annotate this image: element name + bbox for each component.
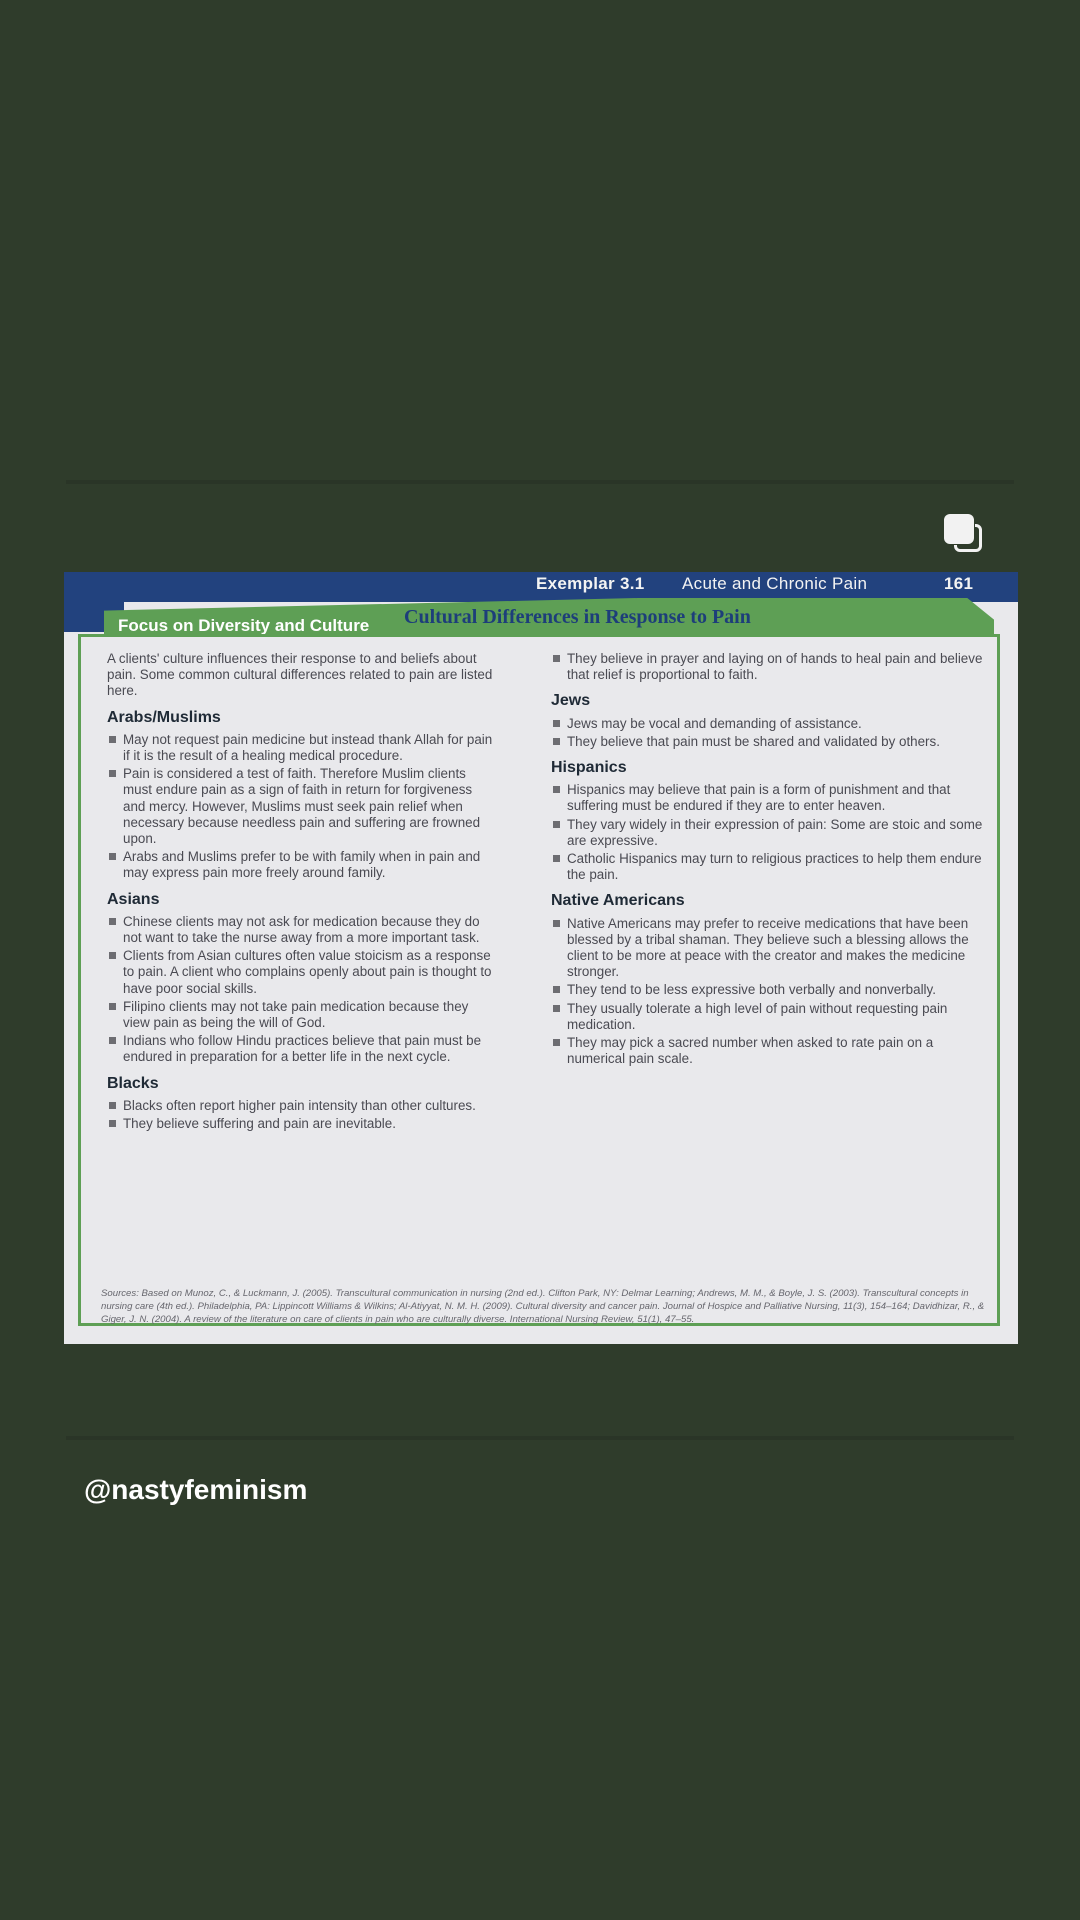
list-item: Clients from Asian cultures often value stoicism as a response to pain. A client who complains openly about pain is thought to have poor social skills. xyxy=(107,948,497,997)
list-item: They may pick a sacred number when asked to rate pain on a numerical pain scale. xyxy=(551,1035,987,1067)
list-item: They believe suffering and pain are inevitable. xyxy=(107,1116,497,1132)
list-item: They believe in prayer and laying on of hands to heal pain and believe that relief is proportional to faith. xyxy=(551,651,987,683)
chapter-title: Acute and Chronic Pain xyxy=(682,574,868,593)
list-blacks xyxy=(107,1098,497,1132)
list-item: Arabs and Muslims prefer to be with family when in pain and may express pain more freely around family. xyxy=(107,849,497,881)
left-column xyxy=(107,651,497,1134)
list-hispanics xyxy=(551,782,987,883)
heading-jews: Jews xyxy=(551,692,591,710)
list-item: Blacks often report higher pain intensity than other cultures. xyxy=(107,1098,497,1114)
list-item: Chinese clients may not ask for medication because they do not want to take the nurse away from a more important task. xyxy=(107,914,497,946)
list-item: Hispanics may believe that pain is a form of punishment and that suffering must be endured if they are to enter heaven. xyxy=(551,782,987,814)
list-item: They usually tolerate a high level of pain without requesting pain medication. xyxy=(551,1001,987,1033)
heading-arabs: Arabs/Muslims xyxy=(107,708,221,726)
diversity-box xyxy=(78,634,1000,1326)
list-item: May not request pain medicine but instead thank Allah for pain if it is the result of a healing medical procedure. xyxy=(107,732,497,764)
list-arabs xyxy=(107,732,497,882)
heading-blacks: Blacks xyxy=(107,1074,159,1092)
textbook-photo xyxy=(64,572,1018,1344)
list-item: Jews may be vocal and demanding of assistance. xyxy=(551,716,987,732)
exemplar-label: Exemplar 3.1 xyxy=(536,574,645,593)
list-native-americans xyxy=(551,916,987,1068)
list-item: They tend to be less expressive both verbally and nonverbally. xyxy=(551,982,987,998)
list-item: Catholic Hispanics may turn to religious practices to help them endure the pain. xyxy=(551,851,987,883)
story-divider-bottom xyxy=(66,1436,1014,1440)
copy-stack-icon[interactable] xyxy=(944,514,984,554)
intro-text: A clients' culture influences their response to and beliefs about pain. Some common cultural differences related to pain are listed here. xyxy=(107,651,493,699)
list-item: Native Americans may prefer to receive medications that have been blessed by a tribal shaman. They believe such a blessing allows the client to be more at peace with the creator and makes the medicine stronger. xyxy=(551,916,987,981)
story-handle[interactable]: @nastyfeminism xyxy=(84,1474,308,1505)
focus-label: Focus on Diversity and Culture xyxy=(118,616,370,635)
list-item: They vary widely in their expression of pain: Some are stoic and some are expressive. xyxy=(551,817,987,849)
list-jews xyxy=(551,716,987,750)
list-item: Pain is considered a test of faith. Therefore Muslim clients must endure pain as a sign of faith in return for forgiveness and mercy. However, Muslims must seek pain relief when necessary because needless pain and suffering are frowned upon. xyxy=(107,766,497,847)
list-blacks-continued xyxy=(551,651,987,683)
heading-asians: Asians xyxy=(107,890,160,908)
list-asians xyxy=(107,914,497,1066)
list-item: Filipino clients may not take pain medication because they view pain as being the will of God. xyxy=(107,999,497,1031)
list-item: Indians who follow Hindu practices believe that pain must be endured in preparation for a better life in the next cycle. xyxy=(107,1033,497,1065)
sources-citation: Sources: Based on Munoz, C., & Luckmann, J. (2005). Transcultural communication in nursing (2nd ed.). Clifton Park, NY: Delmar Learning; Andrews, M. M., & Boyle, J. S. (2003). Transcultural concepts in nursing care (4th ed.). Philadelphia, PA: Lippincott Williams & Wilkins; Al-Atiyyat, N. M. H. (2009). Cultural diversity and cancer pain. Journal of Hospice and Palliative Nursing, 11(3), 154–164; Davidhizar, R., & Giger, J. N. (2004). A review of the literature on care of clients in pain who are culturally diverse. International Nursing Review, 51(1), 47–55. xyxy=(101,1288,985,1325)
page-number: 161 xyxy=(944,574,974,593)
heading-hispanics: Hispanics xyxy=(551,759,627,777)
box-title: Cultural Differences in Response to Pain xyxy=(404,606,751,628)
story-divider-top xyxy=(66,480,1014,484)
copy-icon-front xyxy=(944,514,974,544)
heading-native-americans: Native Americans xyxy=(551,892,685,910)
list-item: They believe that pain must be shared and validated by others. xyxy=(551,734,987,750)
right-column xyxy=(551,651,987,1069)
